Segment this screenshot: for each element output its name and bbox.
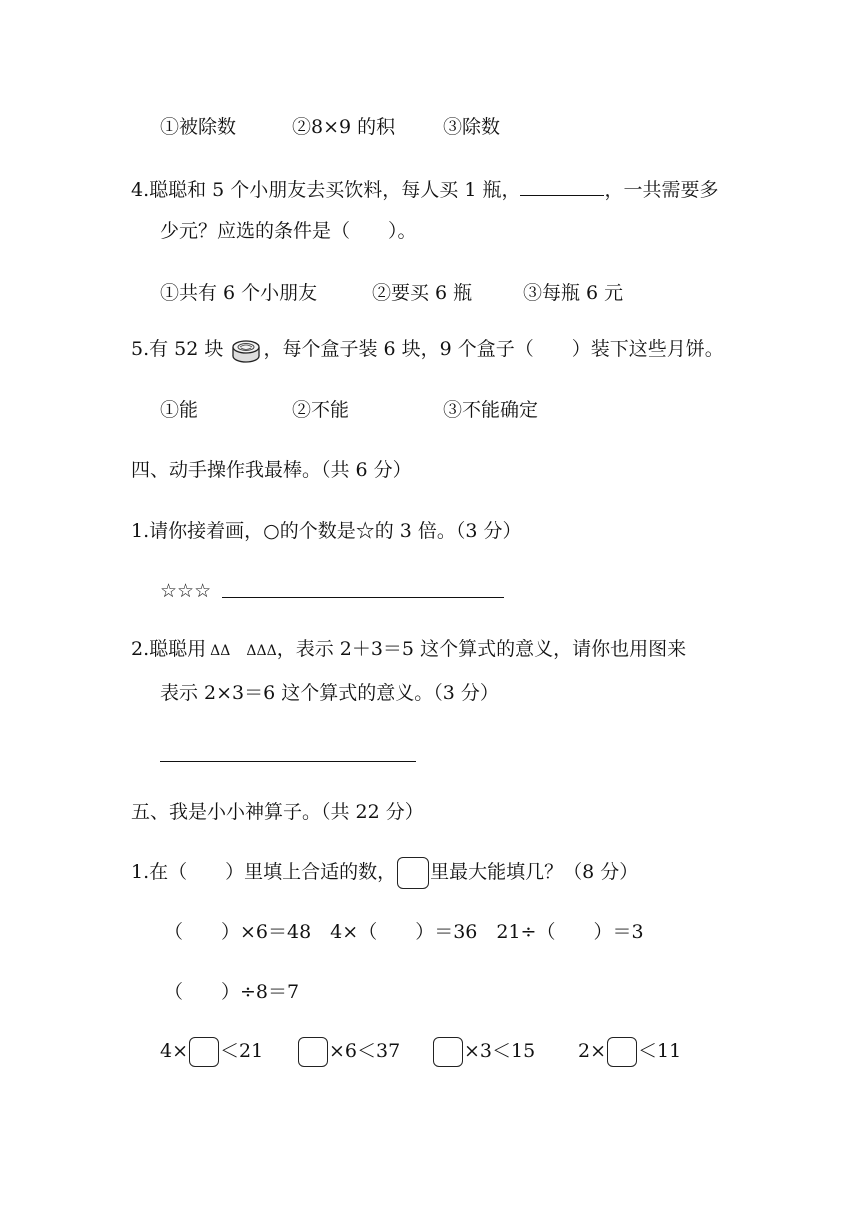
triangle-group-2: ΔΔ [210,643,231,659]
inequality-3: ×3＜15 [432,1037,535,1067]
s5-q1-text-b: 里最大能填几？（8 分） [430,861,639,883]
s4-q1-text: 1.请你接着画，○的个数是☆的 3 倍。（3 分） [131,520,522,542]
example-answer-box [397,857,429,889]
section5-title: 五、我是小小神算子。（共 22 分） [131,801,424,823]
s4-q2-text-a: 2.聪聪用 [131,638,207,660]
answer-box[interactable] [607,1037,637,1067]
s4-q1-drawing-line[interactable] [222,597,504,598]
q3-option-3: ③除数 [443,116,501,138]
q4-question-line2: 少元？应选的条件是（ ）。 [160,220,417,242]
mooncake-icon [231,336,261,364]
s4-q2-line2: 表示 2×3＝6 这个算式的意义。（3 分） [160,682,499,704]
q4-text-b: ，一共需要多 [604,179,719,201]
q4-answer-blank[interactable] [520,175,604,196]
q5-question [131,336,724,364]
s5-q1-text-a: 1.在（ ）里填上合适的数， [131,861,397,883]
s4-q2-text-b: ，表示 2＋3＝5 这个算式的意义，请你也用图来 [276,638,687,660]
s5-q1-text [131,857,638,889]
q5-option-1: ①能 [160,399,199,421]
inequality-1: 4× ＜21 [160,1037,263,1067]
q3-option-1: ①被除数 [160,116,237,138]
s4-q2-line1 [131,636,686,664]
q4-text-a: 4.聪聪和 5 个小朋友去买饮料，每人买 1 瓶， [131,179,521,201]
answer-box[interactable] [298,1037,328,1067]
section4-title: 四、动手操作我最棒。（共 6 分） [131,459,412,481]
q4-option-1: ①共有 6 个小朋友 [160,282,318,304]
q5-text-a: 5.有 52 块 [131,338,224,360]
answer-box[interactable] [433,1037,463,1067]
answer-box[interactable] [189,1037,219,1067]
s4-q2-drawing-line[interactable] [160,761,416,762]
inequality-2: ×6＜37 [297,1037,400,1067]
q4-question-line1 [131,175,718,203]
s4-q1-stars: ☆☆☆ [160,580,212,602]
inequality-4: 2× ＜11 [578,1037,681,1067]
q5-option-2: ②不能 [292,399,350,421]
q5-text-b: ，每个盒子装 6 块，9 个盒子（ ）装下这些月饼。 [263,338,724,360]
q4-option-3: ③每瓶 6 元 [523,282,624,304]
s5-row1: （ ）×6＝48 4×（ ）＝36 21÷（ ）＝3 [164,921,644,943]
q5-option-3: ③不能确定 [443,399,539,421]
q4-option-2: ②要买 6 瓶 [372,282,473,304]
triangle-group-3: ΔΔΔ [246,643,277,659]
q3-option-2: ②8×9 的积 [292,116,396,138]
s5-row2: （ ）÷8＝7 [164,981,300,1003]
